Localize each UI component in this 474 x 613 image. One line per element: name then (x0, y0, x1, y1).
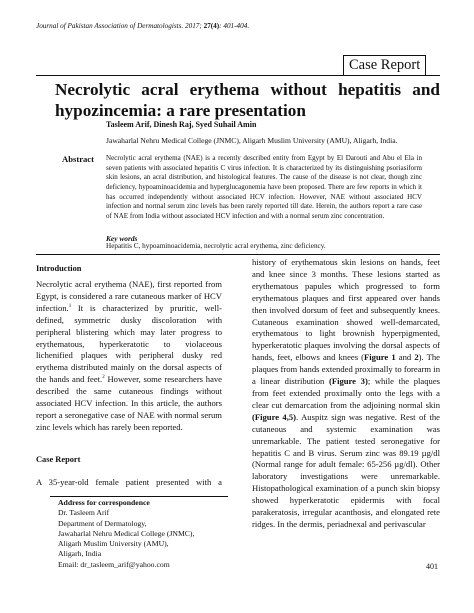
ref-1: 1 (68, 303, 72, 309)
figure-ref-3: (Figure 3) (328, 376, 368, 387)
keywords-text: Hepatitis C, hypoaminoacidemia, necrolytic acral erythema, zinc deficiency. (106, 242, 326, 250)
correspondence-line: Dr. Tasleem Arif (58, 508, 110, 518)
page-number: 401 (426, 562, 438, 571)
introduction-heading: Introduction (36, 264, 82, 273)
correspondence-line: Aligarh Muslim University (AMU), (58, 539, 169, 549)
correspondence-block (58, 498, 194, 570)
case-text-4: ; while the plaques from feet extended proximally onto the legs with a clear cut demarcation from the adjoining normal skin (252, 376, 440, 410)
case-text-3: ). The plaques from hands extended proximally to forearm in a linear distribution (252, 352, 440, 387)
correspondence-rule (50, 496, 228, 497)
correspondence-line: Jawaharlal Nehru Medical College (JNMC), (58, 528, 195, 538)
introduction-paragraph (36, 279, 222, 434)
ref-2: 2 (102, 375, 105, 381)
article-title: Necrolytic acral erythema without hepatitis and hypozincemia: a rare presentation (55, 80, 440, 120)
correspondence-line: Department of Dermatology, (58, 518, 147, 528)
case-text-2: and (395, 352, 415, 363)
case-report-paragraph: A 35-year-old female patient presented with a (36, 477, 222, 487)
article-type-badge: Case Report (343, 55, 426, 76)
case-report-body (36, 477, 222, 489)
intro-text-3: However, some researchers have described the same cutaneous findings without associated HCV infection. In this article, the authors report a seronegative case of NAE with normal serum zinc levels which has rarely been reported. (36, 374, 222, 432)
figure-ref-4-5: (Figure 4,5) (252, 411, 297, 422)
figure-ref-1: Figure 1 (364, 352, 396, 363)
affiliation: Jawaharlal Nehru Medical College (JNMC), Aligarh Muslim University (AMU), Aligarh, India. (106, 136, 398, 145)
journal-issue: (4) (210, 22, 220, 30)
header-rule (36, 75, 440, 76)
abstract-label: Abstract (62, 154, 94, 164)
case-report-continued-paragraph (252, 257, 440, 531)
journal-citation (36, 22, 249, 30)
correspondence-email: Email: dr_tasleem_arif@yahoo.com (58, 559, 170, 569)
intro-text-2: It is characterized by pruritic, well-defined, symmetric dusky discoloration with peripheral blistering which may later progress to erythematous, hyperkeratotic to violaceous lichenified plaques with peripheral dusky red erythema distributed mainly on the dorsal aspects of the hands and feet. (36, 302, 222, 385)
case-report-heading: Case Report (36, 455, 81, 464)
keywords-label: Key words (106, 234, 138, 243)
journal-name: Journal of Pakistan Association of Dermatologists (36, 22, 182, 30)
abstract-text: Necrolytic acral erythema (NAE) is a recently described entity from Egypt by El Darouti and Abu el Ela in seven patients with associated hepatitis C virus infection. It is characterized by its distinguishing psoriasiform skin lesions, an acral distribution, and histological features. The cause of the disease is not clear, though zinc deficiency, hypoaminoacidemia and hyperglucagonemia have been proposed. There are few reports in which it has occurred independently without associated HCV infection. However, NAE without associated HCV infection and normal serum zinc levels has been rarely reported till date. Herein, the authors report a rare case of NAE from India without associated HCV infection and with a normal serum zinc concentration. (106, 154, 422, 220)
abstract-rule (36, 254, 440, 255)
case-text-1: history of erythematous skin lesions on hands, feet and knee since 3 months. These lesions started as erythematous papules which progressed to form erythematous plaques and first appeared over hands then involved dorsum of feet and subsequently knees. Cutaneous examination showed well-demarcated, erythematous to light brownish hyperpigmented, hyperkeratotic plaques involving the dorsal aspects of hands, feet, elbows and knees ( (252, 257, 440, 363)
figure-ref-2: 2 (414, 352, 419, 363)
intro-text-1: Necrolytic acral erythema (NAE), first reported from Egypt, is considered a rare cutaneous marker of HCV infection. (36, 279, 222, 313)
correspondence-heading: Address for correspondence (58, 498, 150, 507)
journal-year: . 2017; (181, 22, 204, 30)
correspondence-line: Aligarh, India (58, 549, 102, 559)
case-text-5: . Auspitz sign was negative. Rest of the cutaneous and systemic examination was unremarkable. The patient tested seronegative for hepatitis C and B virus. Serum zinc was 89.19 µg/dl (Normal range for adult female: 65-256 µg/dl). Other laboratory investigations were unremarkable. Histopathological examination of a punch skin biopsy showed hyperkeratotic epidermis with focal parakeratosis, irregular acanthosis, and elongated rete ridges. In the dermis, periadnexal and perivascular (252, 411, 440, 529)
introduction-body (36, 279, 222, 434)
journal-pages: : 401-404. (219, 22, 250, 30)
case-report-continued (252, 257, 440, 531)
authors: Tasleem Arif, Dinesh Raj, Syed Suhail Amin (106, 120, 257, 129)
journal-volume: 27 (203, 22, 211, 30)
